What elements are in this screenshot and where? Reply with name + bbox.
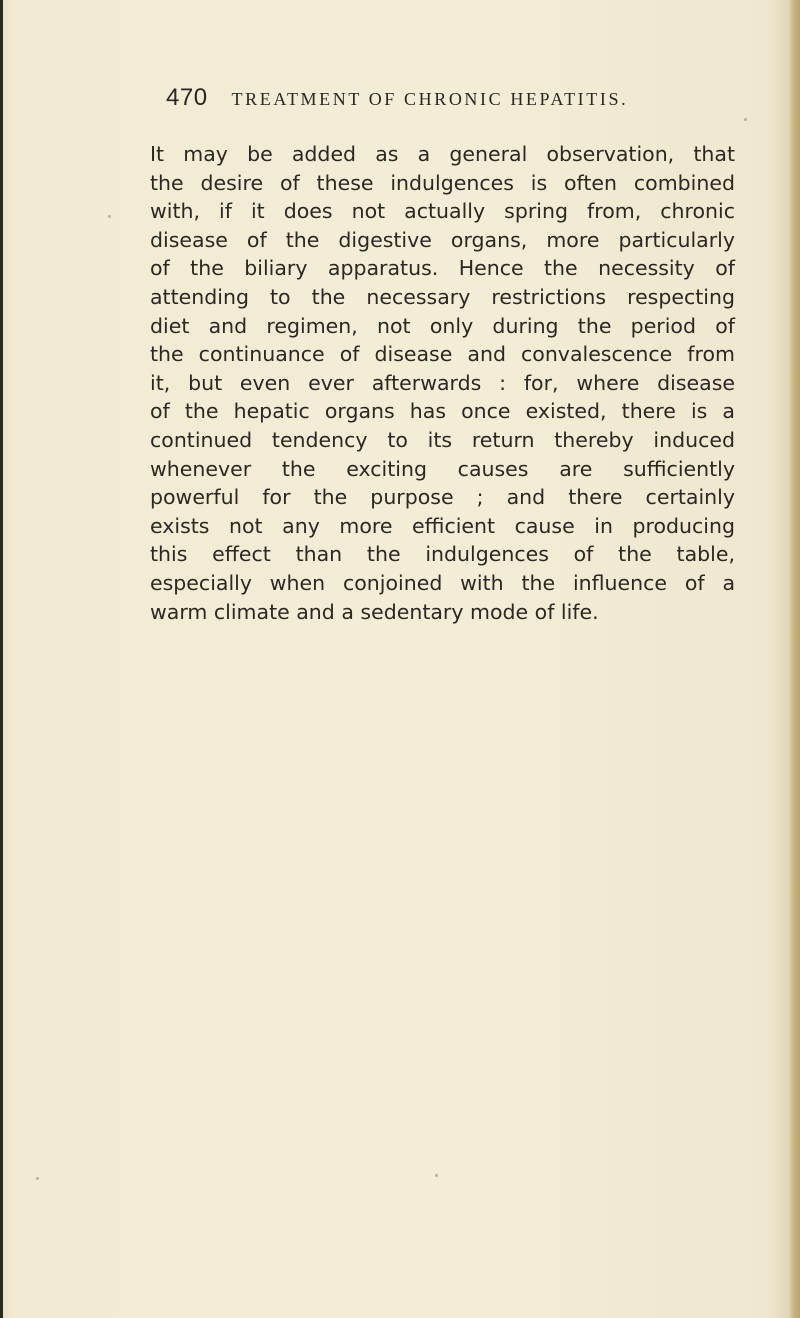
text-line: it, but even ever afterwards : for, where disease	[150, 370, 735, 395]
text-line: attending to the necessary restrictions respecting	[150, 284, 735, 309]
body-paragraph	[150, 140, 735, 626]
running-head-title: TREATMENT OF CHRONIC HEPATITIS.	[231, 89, 629, 109]
left-page-edge	[0, 0, 3, 1318]
text-line: It may be added as a general observation, that	[150, 142, 735, 166]
text-line: whenever the exciting causes are sufficiently	[150, 456, 735, 481]
page-number: 470	[166, 84, 208, 111]
text-line: especially when conjoined with the influence of a	[150, 570, 735, 595]
running-head	[166, 84, 726, 118]
text-line: continued tendency to its return thereby induced	[150, 427, 735, 452]
paper-speck	[435, 1174, 438, 1177]
right-page-edge	[790, 0, 800, 1318]
text-line: of the biliary apparatus. Hence the necessity of	[150, 256, 735, 281]
text-line: powerful for the purpose ; and there certainly	[150, 485, 735, 510]
paper-speck	[744, 118, 747, 121]
text-line: warm climate and a sedentary mode of life.	[150, 599, 599, 624]
text-line: of the hepatic organs has once existed, there is a	[150, 399, 735, 424]
text-line: with, if it does not actually spring from, chronic	[150, 199, 735, 224]
paper-speck	[36, 1177, 39, 1180]
paper-speck	[108, 215, 111, 218]
text-line: diet and regimen, not only during the period of	[150, 313, 735, 338]
text-line: the desire of these indulgences is often combined	[150, 170, 735, 195]
text-line: exists not any more efficient cause in producing	[150, 513, 735, 538]
text-line: this effect than the indulgences of the table,	[150, 542, 735, 567]
text-line: the continuance of disease and convalescence from	[150, 342, 735, 367]
text-line: disease of the digestive organs, more particularly	[150, 227, 735, 252]
